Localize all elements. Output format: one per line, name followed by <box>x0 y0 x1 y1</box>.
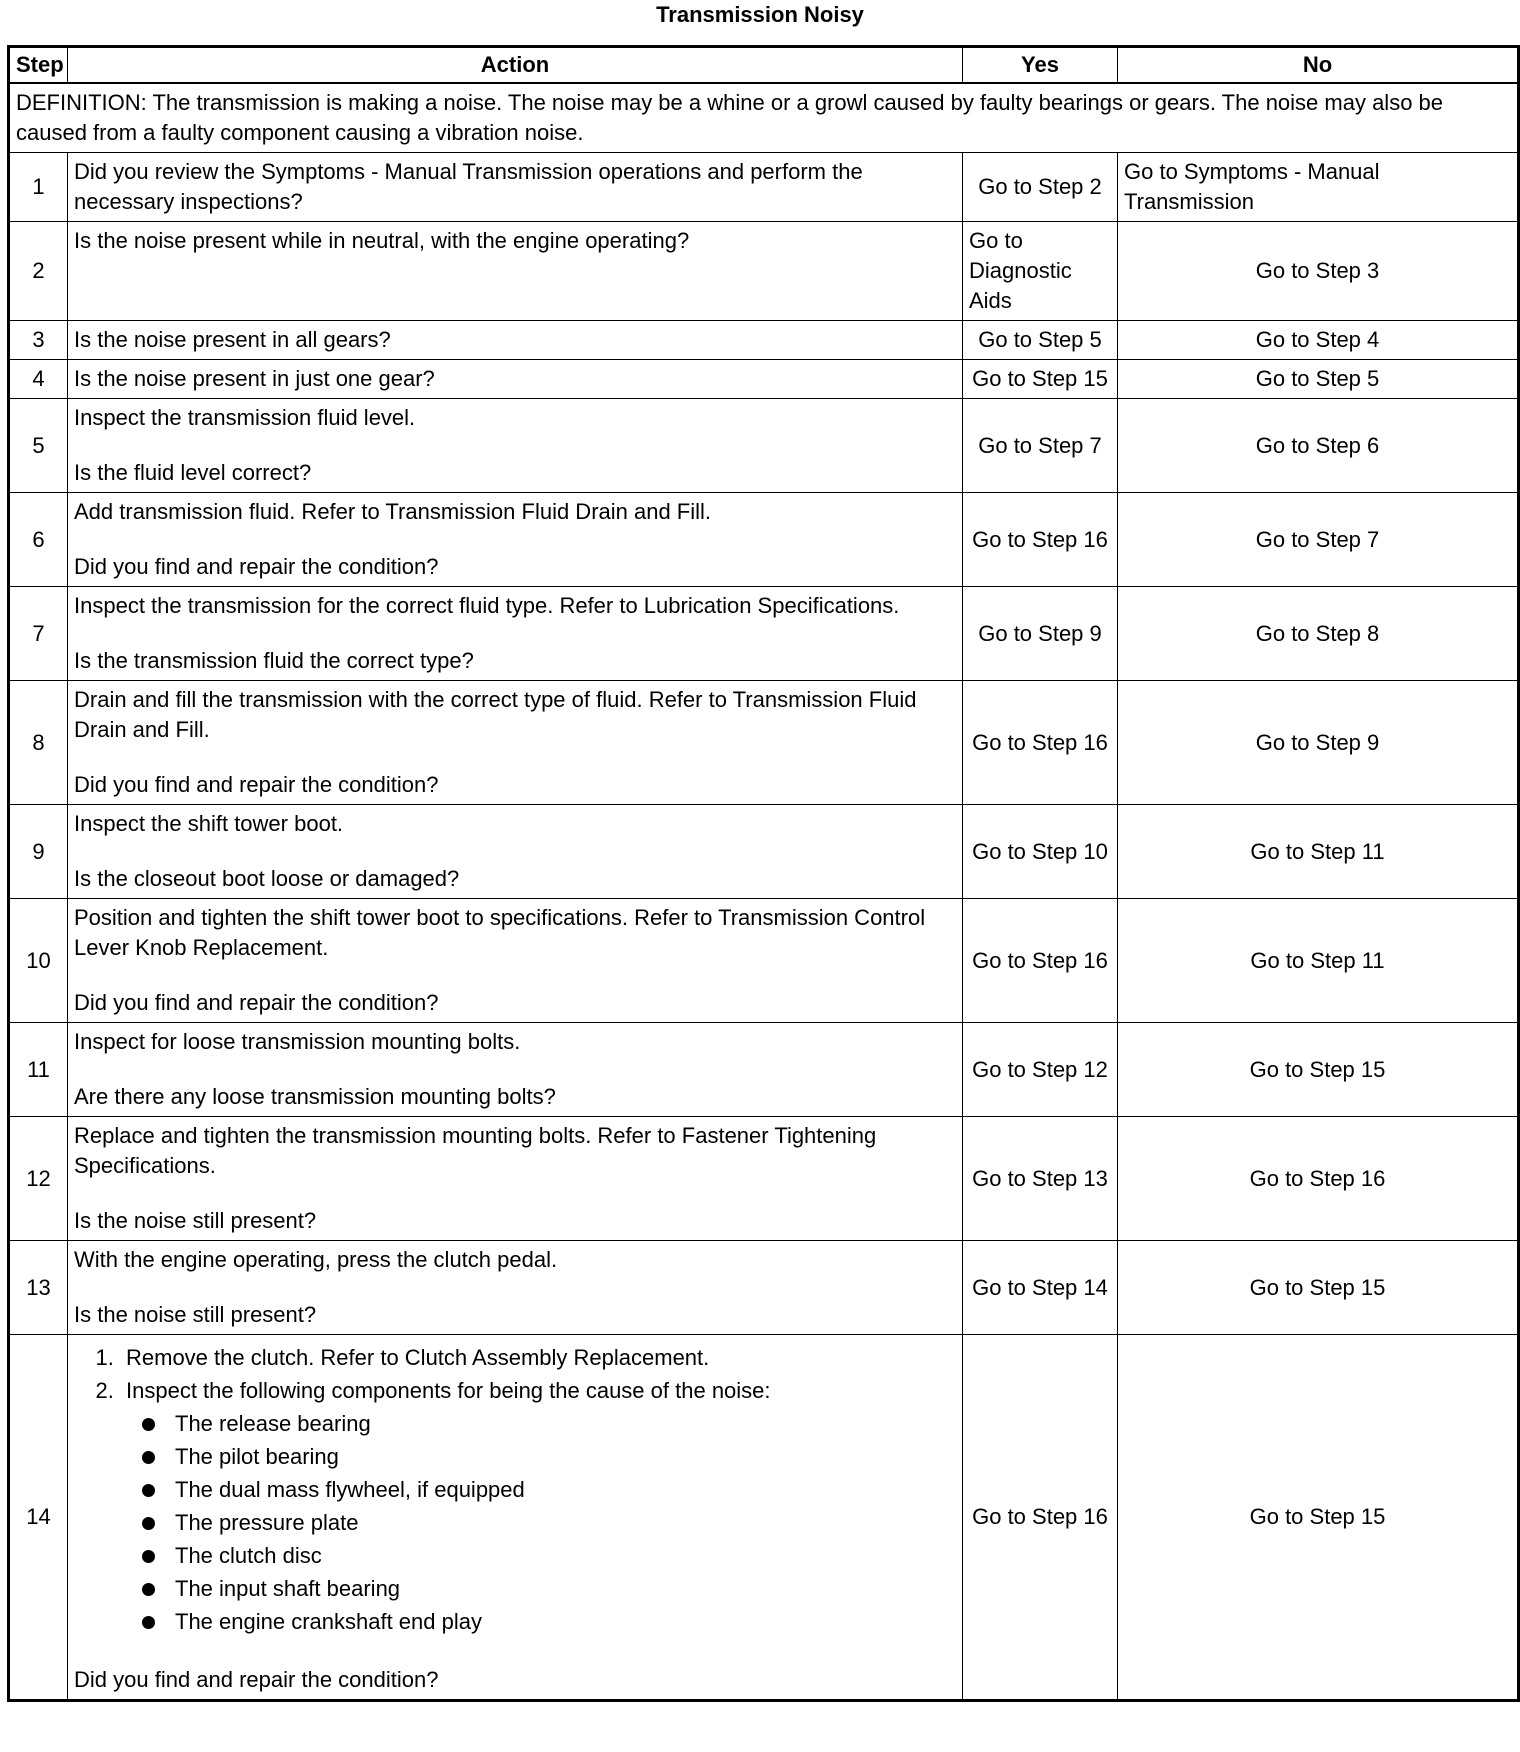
step-number: 10 <box>9 899 68 1023</box>
yes-result: Go to Diagnostic Aids <box>963 222 1118 321</box>
action-cell <box>68 899 963 1023</box>
list-item: The pressure plate <box>142 1508 956 1538</box>
table-row <box>9 681 1519 805</box>
action-cell <box>68 493 963 587</box>
action-cell <box>68 399 963 493</box>
no-result: Go to Step 11 <box>1118 899 1519 1023</box>
table-row <box>9 899 1519 1023</box>
step-number: 1 <box>9 153 68 222</box>
yes-result: Go to Step 16 <box>963 1335 1118 1701</box>
table-row <box>9 587 1519 681</box>
substep-text: Inspect the following components for being the cause of the noise: <box>126 1378 771 1403</box>
yes-result: Go to Step 5 <box>963 321 1118 360</box>
no-result: Go to Step 3 <box>1118 222 1519 321</box>
table-row <box>9 321 1519 360</box>
step-number: 11 <box>9 1023 68 1117</box>
table-row <box>9 493 1519 587</box>
no-result: Go to Symptoms - Manual Transmission <box>1118 153 1519 222</box>
yes-result: Go to Step 16 <box>963 493 1118 587</box>
yes-result: Go to Step 7 <box>963 399 1118 493</box>
table-row <box>9 805 1519 899</box>
action-question: Did you find and repair the condition? <box>74 990 439 1015</box>
no-result: Go to Step 7 <box>1118 493 1519 587</box>
table-row <box>9 153 1519 222</box>
definition-row <box>9 83 1519 153</box>
no-result: Go to Step 11 <box>1118 805 1519 899</box>
list-item: The engine crankshaft end play <box>142 1607 956 1637</box>
list-item: 1. Remove the clutch. Refer to Clutch Assembly Replacement. <box>120 1343 956 1373</box>
no-result: Go to Step 8 <box>1118 587 1519 681</box>
step-number: 9 <box>9 805 68 899</box>
action-question: Did you find and repair the condition? <box>74 554 439 579</box>
action-text: Position and tighten the shift tower boot to specifications. Refer to Transmission Control Lever Knob Replacement. <box>74 905 926 960</box>
action-question: Are there any loose transmission mounting bolts? <box>74 1084 556 1109</box>
action-text: Is the noise present in all gears? <box>68 321 963 360</box>
no-result: Go to Step 5 <box>1118 360 1519 399</box>
yes-result: Go to Step 9 <box>963 587 1118 681</box>
action-cell <box>68 1241 963 1335</box>
yes-result: Go to Step 13 <box>963 1117 1118 1241</box>
table-row <box>9 1335 1519 1701</box>
action-question: Did you find and repair the condition? <box>74 772 439 797</box>
action-text: Is the noise present in just one gear? <box>68 360 963 399</box>
action-question: Is the transmission fluid the correct type? <box>74 648 474 673</box>
action-text: Is the noise present while in neutral, with the engine operating? <box>68 222 963 321</box>
step-number: 14 <box>9 1335 68 1701</box>
step-number: 8 <box>9 681 68 805</box>
action-text: Inspect the shift tower boot. <box>74 811 344 836</box>
action-question: Is the noise still present? <box>74 1208 317 1233</box>
list-item: The clutch disc <box>142 1541 956 1571</box>
step-number: 4 <box>9 360 68 399</box>
action-cell <box>68 587 963 681</box>
table-row <box>9 1241 1519 1335</box>
list-item: The release bearing <box>142 1409 956 1439</box>
page-title: Transmission Noisy <box>656 2 864 27</box>
step-number: 3 <box>9 321 68 360</box>
no-result: Go to Step 6 <box>1118 399 1519 493</box>
component-list <box>126 1409 956 1637</box>
header-row <box>9 47 1519 84</box>
yes-result: Go to Step 16 <box>963 899 1118 1023</box>
header-step: Step <box>9 47 68 84</box>
action-text: Add transmission fluid. Refer to Transmission Fluid Drain and Fill. <box>74 499 712 524</box>
action-cell <box>68 681 963 805</box>
yes-result: Go to Step 15 <box>963 360 1118 399</box>
action-text: Did you review the Symptoms - Manual Transmission operations and perform the necessary inspections? <box>68 153 963 222</box>
table-row <box>9 399 1519 493</box>
step-number: 6 <box>9 493 68 587</box>
header-action: Action <box>68 47 963 84</box>
header-yes: Yes <box>963 47 1118 84</box>
list-item: The input shaft bearing <box>142 1574 956 1604</box>
no-result: Go to Step 15 <box>1118 1241 1519 1335</box>
yes-result: Go to Step 10 <box>963 805 1118 899</box>
action-text: Inspect the transmission for the correct fluid type. Refer to Lubrication Specifications. <box>74 593 900 618</box>
step-number: 13 <box>9 1241 68 1335</box>
table-row <box>9 360 1519 399</box>
no-result: Go to Step 15 <box>1118 1335 1519 1701</box>
no-result: Go to Step 4 <box>1118 321 1519 360</box>
no-result: Go to Step 9 <box>1118 681 1519 805</box>
header-no: No <box>1118 47 1519 84</box>
yes-result: Go to Step 14 <box>963 1241 1118 1335</box>
no-result: Go to Step 16 <box>1118 1117 1519 1241</box>
yes-result: Go to Step 12 <box>963 1023 1118 1117</box>
no-result: Go to Step 15 <box>1118 1023 1519 1117</box>
list-item <box>120 1376 956 1637</box>
action-cell <box>68 1023 963 1117</box>
table-row <box>9 1023 1519 1117</box>
action-question: Is the noise still present? <box>74 1302 317 1327</box>
step-number: 2 <box>9 222 68 321</box>
yes-result: Go to Step 2 <box>963 153 1118 222</box>
action-question: Is the fluid level correct? <box>74 460 312 485</box>
action-text: Inspect the transmission fluid level. <box>74 405 416 430</box>
action-text: Drain and fill the transmission with the correct type of fluid. Refer to Transmission Fluid Drain and Fill. <box>74 687 917 742</box>
action-cell <box>68 1335 963 1701</box>
action-text: With the engine operating, press the clutch pedal. <box>74 1247 558 1272</box>
list-item: The pilot bearing <box>142 1442 956 1472</box>
action-cell <box>68 1117 963 1241</box>
step-number: 12 <box>9 1117 68 1241</box>
table-row <box>9 1117 1519 1241</box>
yes-result: Go to Step 16 <box>963 681 1118 805</box>
list-item: The dual mass flywheel, if equipped <box>142 1475 956 1505</box>
action-text: Replace and tighten the transmission mounting bolts. Refer to Fastener Tightening Specifications. <box>74 1123 877 1178</box>
action-question: Did you find and repair the condition? <box>74 1667 439 1692</box>
step-number: 7 <box>9 587 68 681</box>
table-row <box>9 222 1519 321</box>
diagnostic-table <box>7 45 1520 1702</box>
action-cell <box>68 805 963 899</box>
definition-text: DEFINITION: The transmission is making a noise. The noise may be a whine or a growl caused by faulty bearings or gears. The noise may also be caused from a faulty component causing a vibration noise. <box>9 83 1519 153</box>
step-number: 5 <box>9 399 68 493</box>
substep-list <box>74 1343 956 1637</box>
action-question: Is the closeout boot loose or damaged? <box>74 866 460 891</box>
action-text: Inspect for loose transmission mounting bolts. <box>74 1029 521 1054</box>
